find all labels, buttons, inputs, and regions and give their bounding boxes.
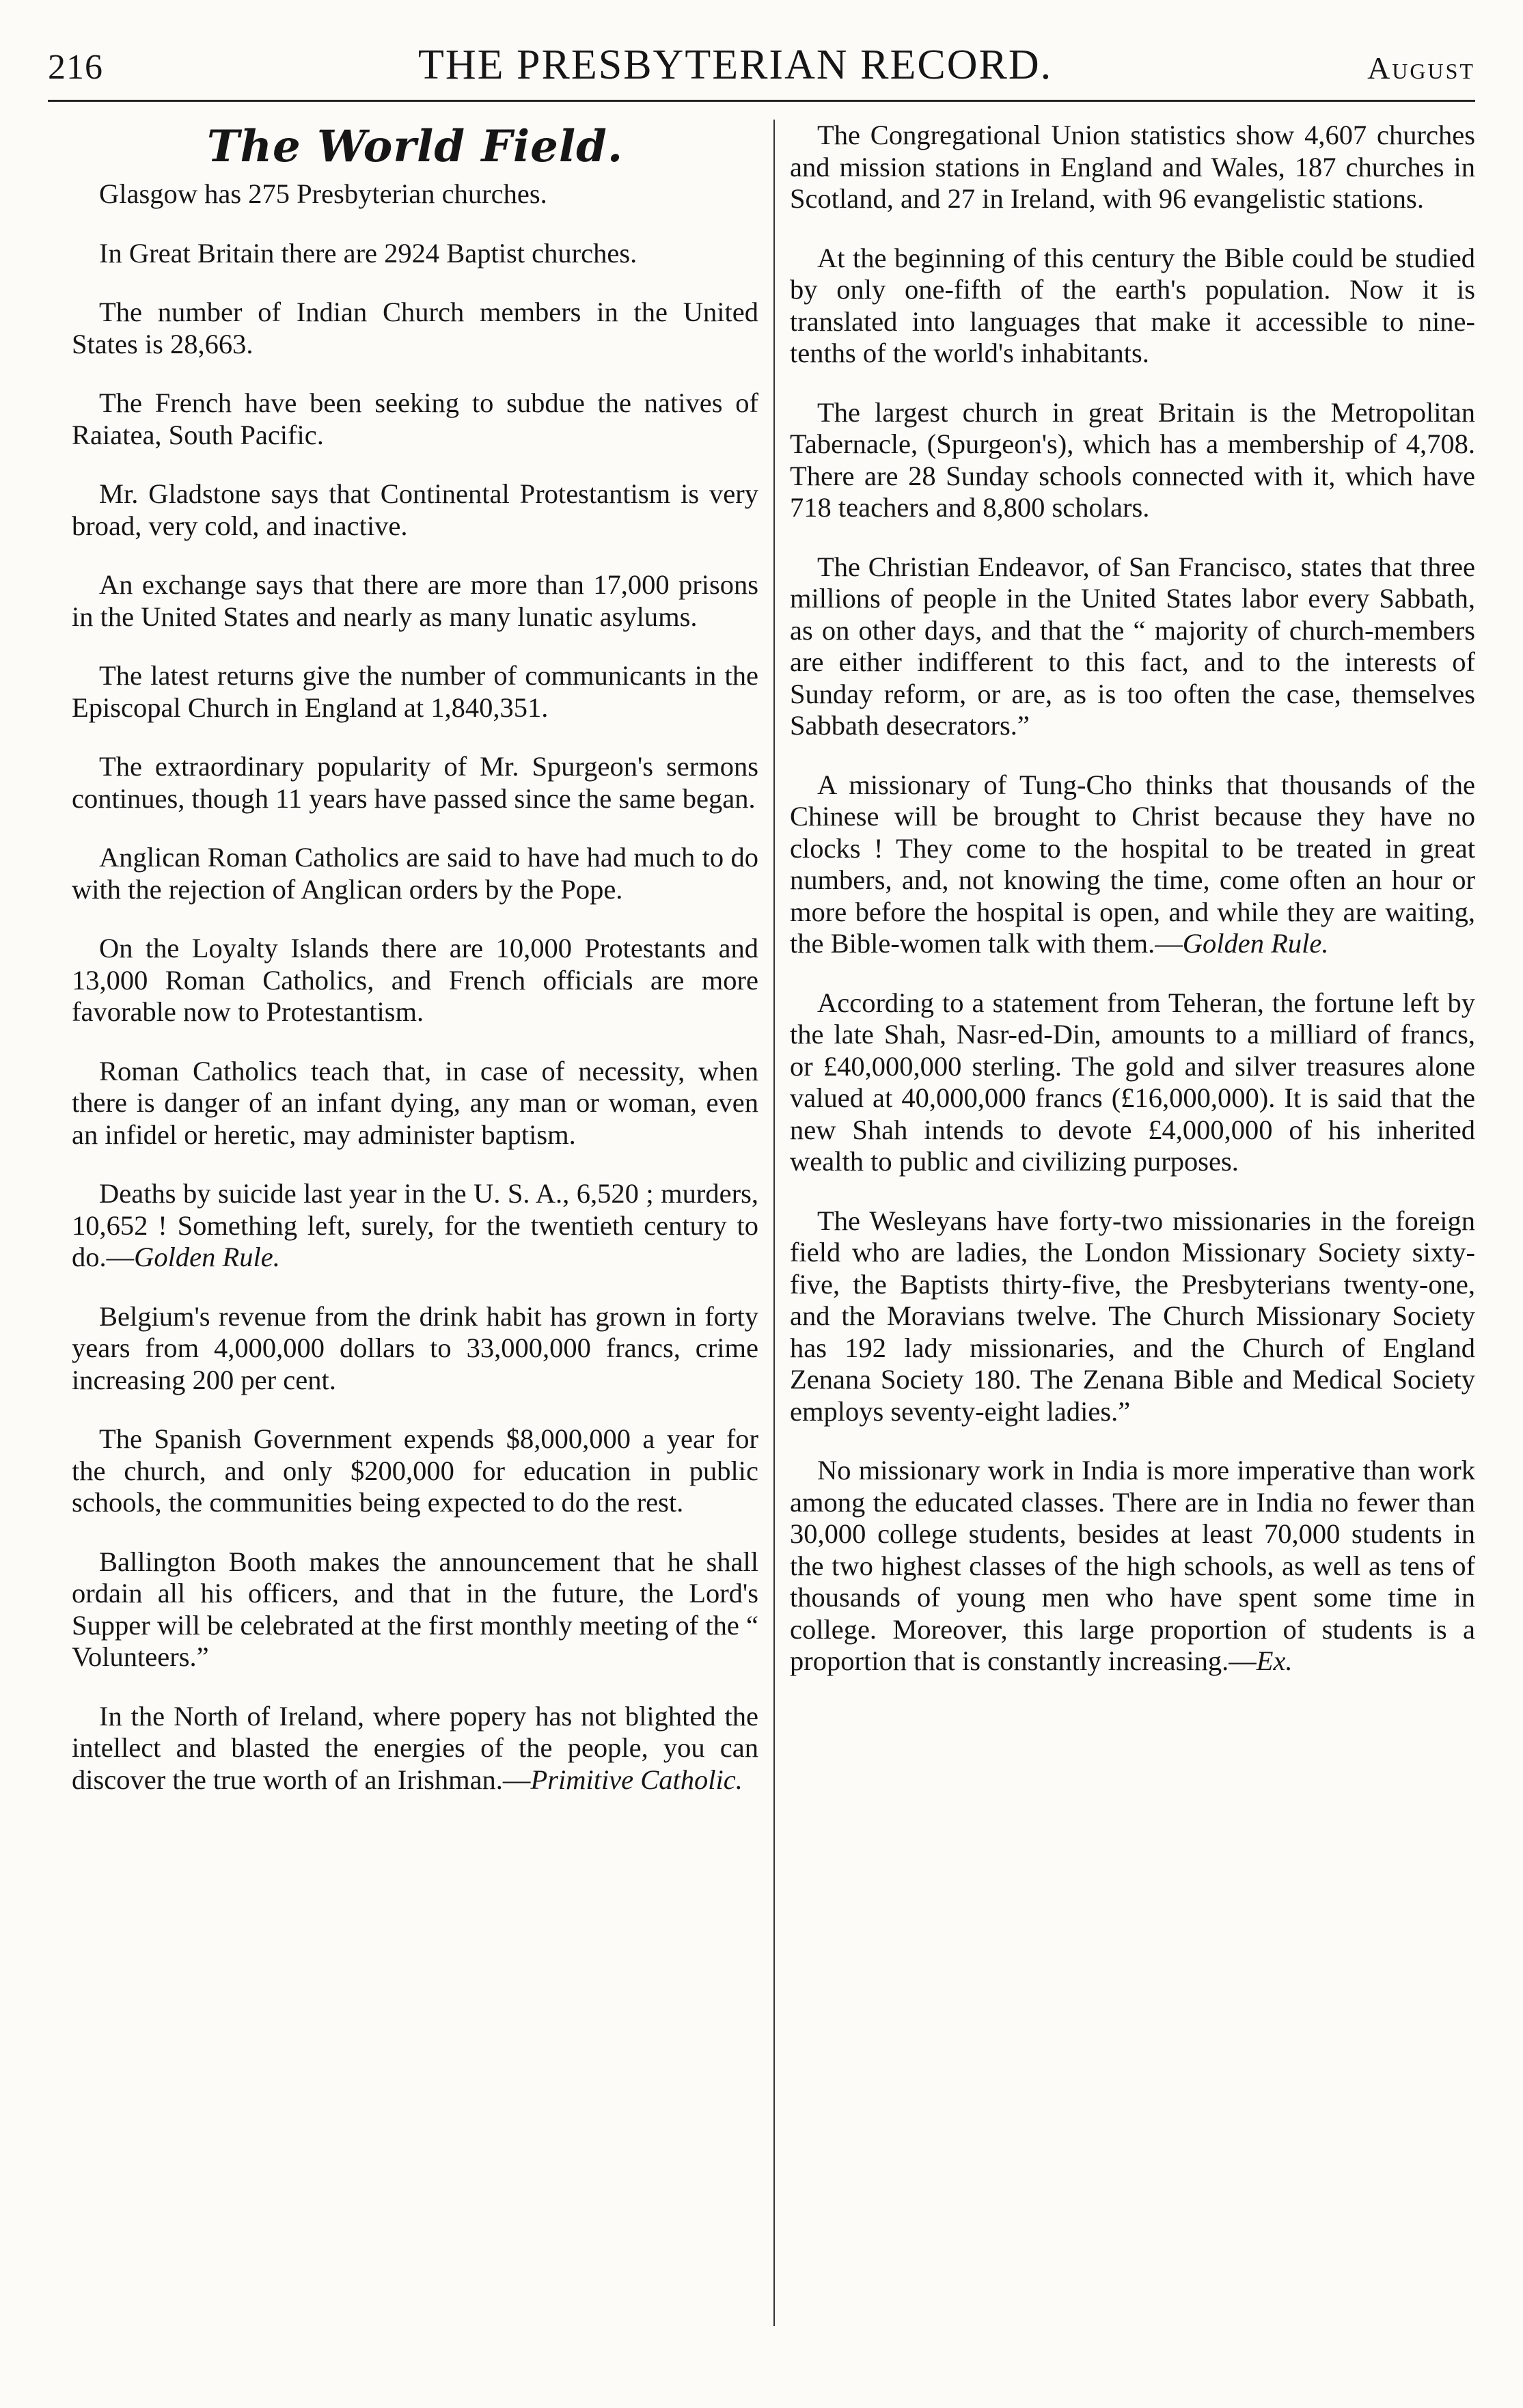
- news-item-text: According to a statement from Teheran, the fortune left by the late Shah, Nasr-ed-Din, amounts to a milliard of francs, or £40,000,000 sterling. The gold and silver treasures alone valued at 40,000,000 francs (£16,000,000). It is said that the new Shah intends to devote £4,000,000 of his inherited wealth to public and civilizing purposes.: [790, 987, 1475, 1177]
- news-item: [72, 660, 758, 724]
- news-item: [790, 397, 1475, 524]
- right-column: [773, 120, 1475, 2326]
- news-item-text: Ballington Booth makes the announcement that he shall ordain all his officers, and that in the future, the Lord's Supper will be celebrated at the first monthly meeting of the “ Volunteers.”: [72, 1546, 758, 1672]
- news-item-text: The French have been seeking to subdue the natives of Raiatea, South Pacific.: [72, 387, 758, 450]
- news-item: [790, 1205, 1475, 1428]
- page-number: 216: [48, 48, 103, 87]
- news-item: [790, 551, 1475, 742]
- news-item-text: Anglican Roman Catholics are said to have had much to do with the rejection of Anglican orders by the Pope.: [72, 842, 758, 905]
- news-item-text: The Wesleyans have forty-two missionaries in the foreign field who are ladies, the London Missionary Society sixty-five, the Baptists thirty-five, the Presbyterians twenty-one, and the Moravians twelve. The Church Missionary Society has 192 lady missionaries, and the Church of England Zenana Society 180. The Zenana Bible and Medical Society employs seventy-eight ladies.”: [790, 1205, 1475, 1427]
- news-item: [72, 751, 758, 815]
- news-item: [72, 1056, 758, 1151]
- news-item-text: Glasgow has 275 Presbyterian churches.: [99, 178, 547, 209]
- news-item-source: Ex.: [1256, 1645, 1293, 1676]
- news-item: [72, 1423, 758, 1519]
- news-item-text: A missionary of Tung-Cho thinks that thousands of the Chinese will be brought to Christ because they have no clocks ! They come to the hospital to be treated in great numbers, and, not knowing the time, come often an hour or more before the hospital is open, and while they are waiting, the Bible-women talk with them.—: [790, 769, 1475, 959]
- news-item: [72, 933, 758, 1028]
- news-item-text: On the Loyalty Islands there are 10,000 Protestants and 13,000 Roman Catholics, and French officials are more favorable now to Protestantism.: [72, 933, 758, 1027]
- section-title: The World Field.: [206, 121, 624, 172]
- news-item-text: The Congregational Union statistics show 4,607 churches and mission stations in England and Wales, 187 churches in Scotland, and 27 in Ireland, with 96 evangelistic stations.: [790, 120, 1475, 214]
- news-item: [790, 120, 1475, 215]
- news-item-text: In Great Britain there are 2924 Baptist churches.: [99, 237, 637, 269]
- left-column: [72, 120, 773, 2326]
- news-item: [72, 178, 758, 210]
- news-item-text: The number of Indian Church members in the United States is 28,663.: [72, 297, 758, 359]
- news-item: [72, 1701, 758, 1796]
- news-item-text: At the beginning of this century the Bible could be studied by only one-fifth of the earth's population. Now it is translated into languages that make it accessible to nine-tenths of the world's inhabitants.: [790, 242, 1475, 368]
- news-item: [72, 478, 758, 542]
- news-item: [790, 243, 1475, 370]
- news-item: [72, 1301, 758, 1397]
- issue-month: August: [1367, 51, 1475, 85]
- news-item-text: The latest returns give the number of communicants in the Episcopal Church in England at 1,840,351.: [72, 660, 758, 723]
- news-item-text: An exchange says that there are more than 17,000 prisons in the United States and nearly as many lunatic asylums.: [72, 569, 758, 632]
- news-item-text: Roman Catholics teach that, in case of necessity, when there is danger of an infant dying, any man or woman, even an infidel or heretic, may administer baptism.: [72, 1055, 758, 1150]
- news-item-text: In the North of Ireland, where popery has not blighted the intellect and blasted the energies of the people, you can discover the true worth of an Irishman.—: [72, 1700, 758, 1795]
- news-item-source: Golden Rule.: [134, 1242, 280, 1272]
- news-item-text: The Spanish Government expends $8,000,000 a year for the church, and only $200,000 for education in public schools, the communities being expected to do the rest.: [72, 1423, 758, 1518]
- left-column-items: [72, 178, 758, 1796]
- news-item: [72, 842, 758, 905]
- news-item-source: Primitive Catholic.: [530, 1764, 743, 1795]
- news-item-text: Mr. Gladstone says that Continental Protestantism is very broad, very cold, and inactive.: [72, 478, 758, 541]
- news-item-text: The extraordinary popularity of Mr. Spurgeon's sermons continues, though 11 years have passed since the same began.: [72, 751, 758, 814]
- news-item: [790, 987, 1475, 1178]
- news-item-text: Belgium's revenue from the drink habit has grown in forty years from 4,000,000 dollars to 33,000,000 francs, crime increasing 200 per cent.: [72, 1300, 758, 1395]
- news-item: [72, 387, 758, 451]
- news-item: [72, 1178, 758, 1274]
- news-item-text: The Christian Endeavor, of San Francisco, states that three millions of people in the United States labor every Sabbath, as on other days, and that the “ majority of church-members are either indifferent to this fact, and to the interests of Sunday reform, or are, as is too often the case, themselves Sabbath desecrators.”: [790, 551, 1475, 741]
- news-item-text: Deaths by suicide last year in the U. S. A., 6,520 ; murders, 10,652 ! Something left, surely, for the twentieth century to do.—: [72, 1178, 758, 1272]
- news-item: [790, 769, 1475, 960]
- news-item: [72, 238, 758, 270]
- news-item: [72, 1546, 758, 1673]
- news-item: [72, 569, 758, 633]
- news-item: [72, 297, 758, 360]
- news-item-source: Golden Rule.: [1182, 928, 1329, 959]
- news-item-text: The largest church in great Britain is the Metropolitan Tabernacle, (Spurgeon's), which has a membership of 4,708. There are 28 Sunday schools connected with it, which have 718 teachers and 8,800 scholars.: [790, 396, 1475, 523]
- right-column-items: [790, 120, 1475, 1678]
- news-item: [790, 1455, 1475, 1678]
- news-item-text: No missionary work in India is more imperative than work among the educated classes. There are in India no fewer than 30,000 college students, besides at least 70,000 students in the two highest classes of the high schools, as well as tens of thousands of young men who have spent some time in college. Moreover, this large proportion of students is a proportion that is constantly increasing.—: [790, 1455, 1475, 1676]
- publication-title: THE PRESBYTERIAN RECORD.: [417, 42, 1053, 88]
- page-header: [48, 41, 1475, 102]
- article-columns: [72, 120, 1475, 2326]
